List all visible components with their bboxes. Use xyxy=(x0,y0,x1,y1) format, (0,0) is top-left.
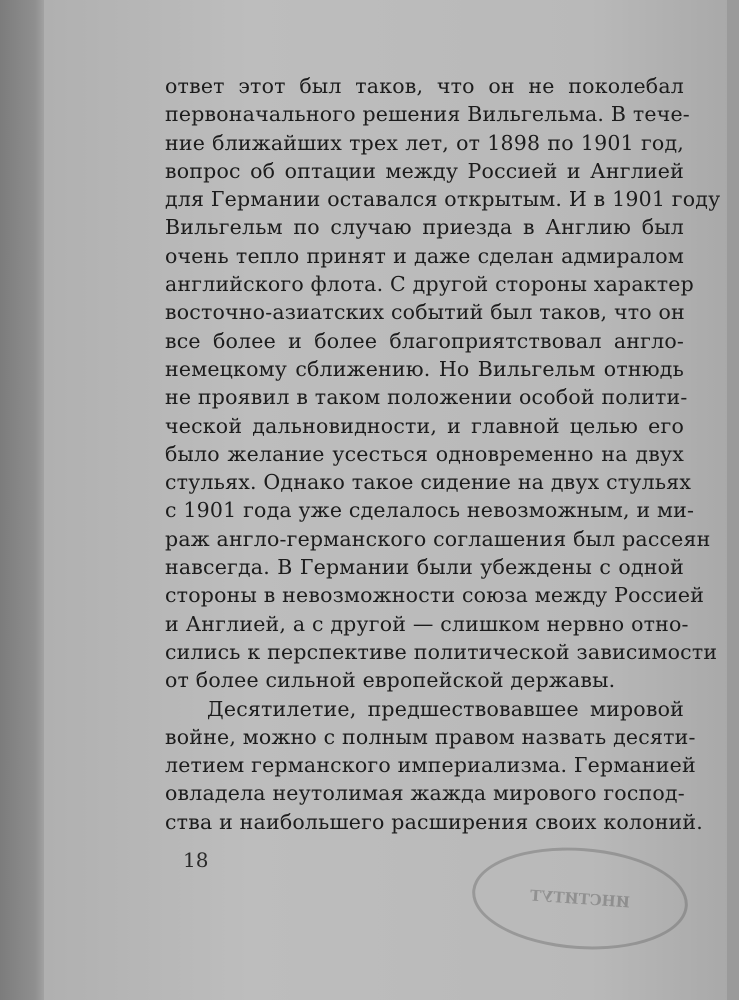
paragraph-2 xyxy=(165,695,703,836)
text-line: войне, можно с полным правом назвать десяти- xyxy=(165,724,696,749)
text-line: раж англо-германского соглашения был рассеян xyxy=(165,526,711,551)
text-line: немецкому сближению. Но Вильгельм отнюдь xyxy=(165,356,684,381)
scan-left-margin xyxy=(0,0,44,1000)
text-line: ства и наибольшего расширения своих колоний. xyxy=(165,809,703,834)
text-line: стульях. Однако такое сидение на двух стульях xyxy=(165,470,692,495)
text-line: английского флота. С другой стороны характер xyxy=(165,272,694,297)
text-line: ответ этот был таков, что он не поколебал xyxy=(165,74,684,98)
text-line: Десятилетие, предшествовавшее мировой xyxy=(207,696,684,721)
text-line: не проявил в таком положении особой полити- xyxy=(165,385,688,410)
stamp-text: ИНСТИТУТ xyxy=(529,886,631,911)
text-line: первоначального решения Вильгельма. В тече- xyxy=(165,102,690,127)
text-line: навсегда. В Германии были убеждены с одной xyxy=(165,555,684,580)
text-line: очень тепло принят и даже сделан адмиралом xyxy=(165,243,684,268)
text-line: летием германского империализма. Германией xyxy=(165,753,696,778)
text-line: от более сильной европейской державы. xyxy=(165,668,616,693)
text-line: овладела неутолимая жажда мирового господ- xyxy=(165,781,685,806)
text-line: стороны в невозможности союза между Россией xyxy=(165,583,705,608)
page-number: 18 xyxy=(183,848,209,872)
text-line: Вильгельм по случаю приезда в Англию был xyxy=(165,215,684,240)
scan-right-edge xyxy=(727,0,739,1000)
text-line: ческой дальновидности, и главной целью его xyxy=(165,413,684,438)
text-line: все более и более благоприятствовал англо- xyxy=(165,328,684,353)
body-text xyxy=(165,72,721,836)
text-line: для Германии оставался открытым. И в 1901 году xyxy=(165,187,721,212)
text-line: вопрос об оптации между Россией и Англией xyxy=(165,158,684,183)
text-line: ние ближайших трех лет, от 1898 по 1901 год, xyxy=(165,130,684,155)
text-line: и Англией, а с другой — слишком нервно отно- xyxy=(165,611,689,636)
text-line: было желание усесться одновременно на двух xyxy=(165,441,684,466)
text-line: сились к перспективе политической зависимости xyxy=(165,639,718,664)
text-line: восточно-азиатских событий был таков, что он xyxy=(165,300,685,325)
paragraph-1 xyxy=(165,72,721,695)
text-line: с 1901 года уже сделалось невозможным, и ми- xyxy=(165,498,695,523)
